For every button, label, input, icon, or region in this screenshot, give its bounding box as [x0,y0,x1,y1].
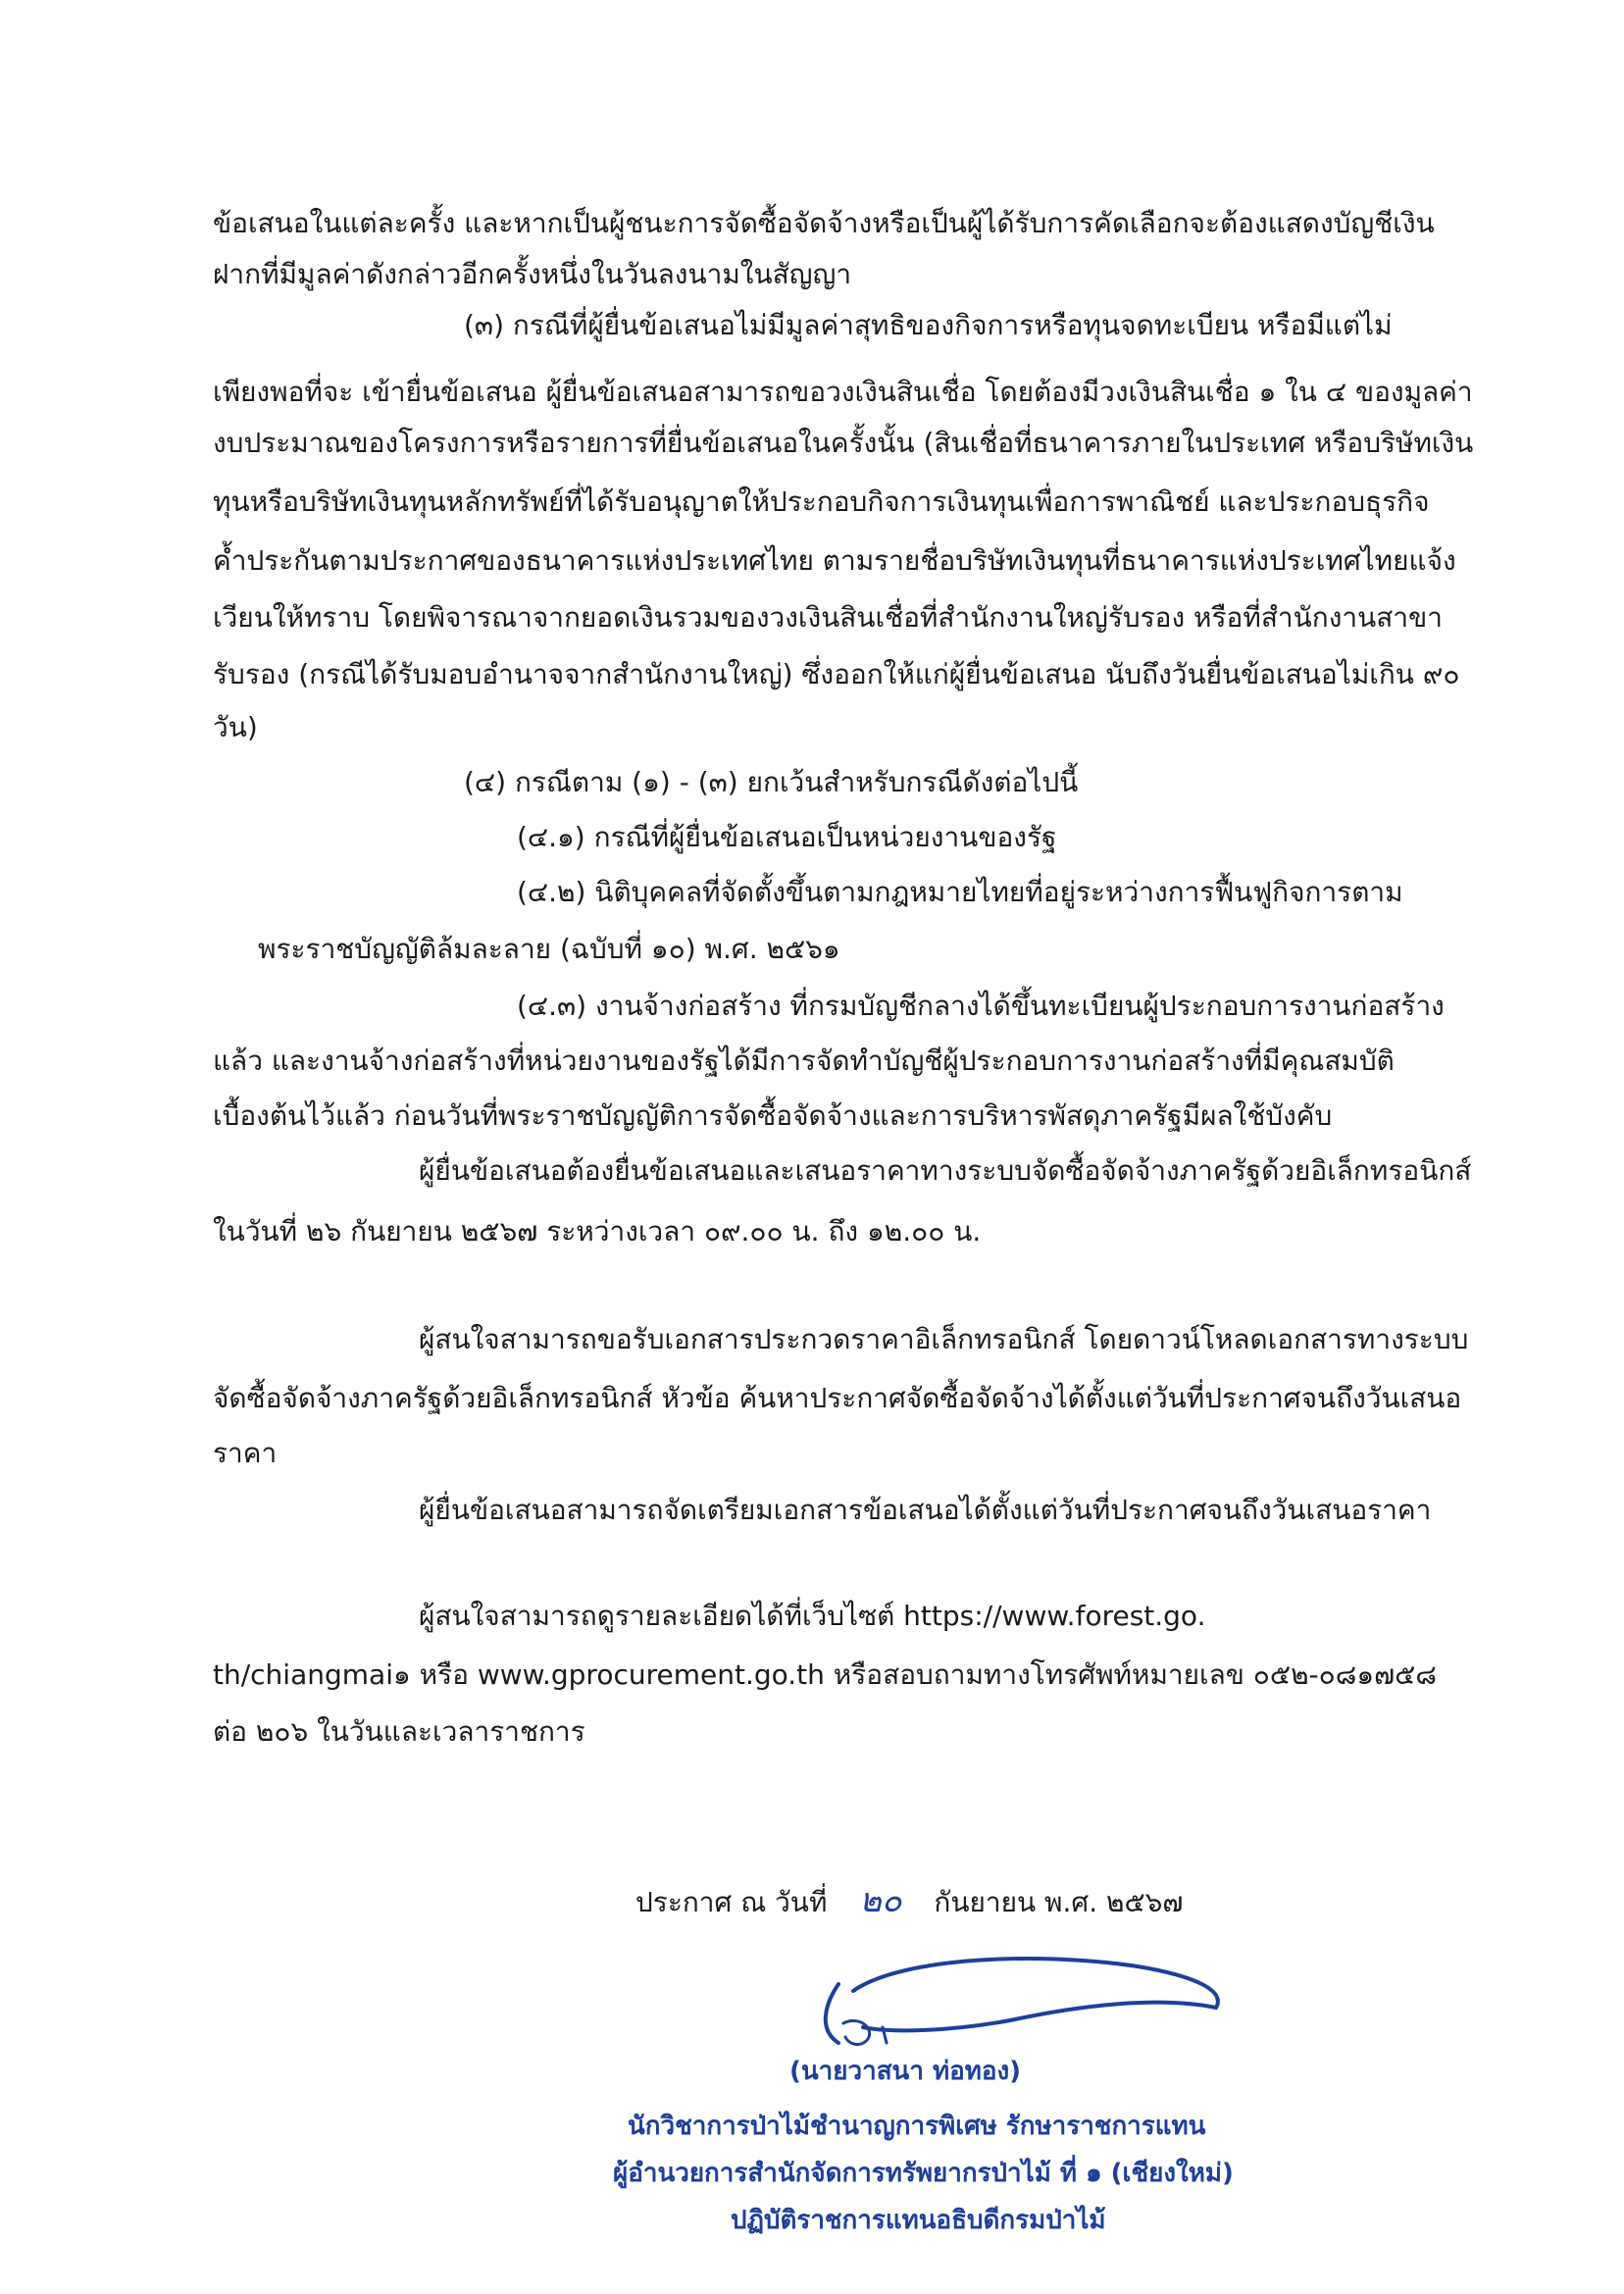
body-line: ค้ำประกันตามประกาศของธนาคารแห่งประเทศไทย ตามรายชื่อบริษัทเงินทุนที่ธนาคารแห่งประเทศไทยแจ้ง [213,544,1456,577]
signer-title-1: นักวิชาการป่าไม้ชำนาญการพิเศษ รักษาราชการแทน [628,2112,1206,2141]
body-line: th/chiangmai๑ หรือ www.gprocurement.go.th หรือสอบถามทางโทรศัพท์หมายเลข ๐๕๒-๐๘๑๗๕๘ [213,1658,1437,1691]
body-line: (๔) กรณีตาม (๑) - (๓) ยกเว้นสำหรับกรณีดังต่อไปนี้ [464,766,1079,798]
body-line: เพียงพอที่จะ เข้ายื่นข้อเสนอ ผู้ยื่นข้อเสนอสามารถขอวงเงินสินเชื่อ โดยต้องมีวงเงินสินเชื่อ ๑ ใน ๔ ของมูลค่า [213,376,1473,408]
body-line: (๔.๑) กรณีที่ผู้ยื่นข้อเสนอเป็นหน่วยงานของรัฐ [517,821,1057,853]
body-line: พระราชบัญญัติล้มละลาย (ฉบับที่ ๑๐) พ.ศ. ๒๕๖๑ [258,933,840,965]
signature-icon [785,1937,1245,2055]
body-line: ผู้ยื่นข้อเสนอสามารถจัดเตรียมเอกสารข้อเสนอได้ตั้งแต่วันที่ประกาศจนถึงวันเสนอราคา [419,1494,1432,1526]
body-line: ผู้ยื่นข้อเสนอต้องยื่นข้อเสนอและเสนอราคาทางระบบจัดซื้อจัดจ้างภาครัฐด้วยอิเล็กทรอนิกส์ [419,1154,1472,1187]
announce-prefix: ประกาศ ณ วันที่ [635,1886,828,1918]
body-line: ข้อเสนอในแต่ละครั้ง และหากเป็นผู้ชนะการจัดซื้อจัดจ้างหรือเป็นผู้ได้รับการคัดเลือกจะต้องแสดงบัญชีเงิน [213,207,1435,239]
body-line: จัดซื้อจัดจ้างภาครัฐด้วยอิเล็กทรอนิกส์ หัวข้อ ค้นหาประกาศจัดซื้อจัดจ้างได้ตั้งแต่วันที่ประกาศจนถึงวันเสนอ [213,1382,1462,1414]
body-line: (๔.๓) งานจ้างก่อสร้าง ที่กรมบัญชีกลางได้ขึ้นทะเบียนผู้ประกอบการงานก่อสร้าง [517,990,1445,1022]
body-line: รับรอง (กรณีได้รับมอบอำนาจจากสำนักงานใหญ่) ซึ่งออกให้แก่ผู้ยื่นข้อเสนอ นับถึงวันยื่นข้อเสนอไม่เกิน ๙๐ [213,658,1460,690]
body-line: ทุนหรือบริษัทเงินทุนหลักทรัพย์ที่ได้รับอนุญาตให้ประกอบกิจการเงินทุนเพื่อการพาณิชย์ และประกอบธุรกิจ [213,485,1430,518]
announce-suffix: กันยายน พ.ศ. ๒๕๖๗ [934,1886,1184,1918]
body-line: เวียนให้ทราบ โดยพิจารณาจากยอดเงินรวมของวงเงินสินเชื่อที่สำนักงานใหญ่รับรอง หรือที่สำนักงานสาขา [213,601,1443,634]
body-line: ราคา [213,1437,278,1469]
body-line: เบื้องต้นไว้แล้ว ก่อนวันที่พระราชบัญญัติการจัดซื้อจัดจ้างและการบริหารพัสดุภาครัฐมีผลใช้บังคับ [213,1099,1333,1132]
signer-title-2: ผู้อำนวยการสำนักจัดการทรัพยากรป่าไม้ ที่ ๑ (เชียงใหม่) [613,2159,1234,2188]
body-line: แล้ว และงานจ้างก่อสร้างที่หน่วยงานของรัฐได้มีการจัดทำบัญชีผู้ประกอบการงานก่อสร้างที่มีคุณสมบัติ [213,1045,1395,1077]
body-line: ผู้สนใจสามารถดูรายละเอียดได้ที่เว็บไซต์ https://www.forest.go. [419,1600,1206,1632]
body-line: วัน) [213,711,258,743]
signer-title-3: ปฏิบัติราชการแทนอธิบดีกรมป่าไม้ [731,2206,1106,2235]
body-line: (๓) กรณีที่ผู้ยื่นข้อเสนอไม่มีมูลค่าสุทธิของกิจการหรือทุนจดทะเบียน หรือมีแต่ไม่ [464,309,1393,341]
body-line: (๔.๒) นิติบุคคลที่จัดตั้งขึ้นตามกฎหมายไทยที่อยู่ระหว่างการฟื้นฟูกิจการตาม [517,876,1403,908]
signer-name: (นายวาสนา ท่อทอง) [789,2057,1022,2086]
body-line: งบประมาณของโครงการหรือรายการที่ยื่นข้อเสนอในครั้งนั้น (สินเชื่อที่ธนาคารภายในประเทศ หรือบริษัทเงิน [213,427,1474,459]
body-line: ต่อ ๒๐๖ ในวันและเวลาราชการ [213,1715,585,1748]
body-line: ในวันที่ ๒๖ กันยายน ๒๕๖๗ ระหว่างเวลา ๐๙.๐๐ น. ถึง ๑๒.๐๐ น. [213,1215,982,1248]
announce-day: ๒๐ [859,1881,902,1920]
body-line: ฝากที่มีมูลค่าดังกล่าวอีกครั้งหนึ่งในวันลงนามในสัญญา [213,258,852,290]
body-line: ผู้สนใจสามารถขอรับเอกสารประกวดราคาอิเล็กทรอนิกส์ โดยดาวน์โหลดเอกสารทางระบบ [419,1323,1469,1355]
announce-line [635,1881,1183,1922]
